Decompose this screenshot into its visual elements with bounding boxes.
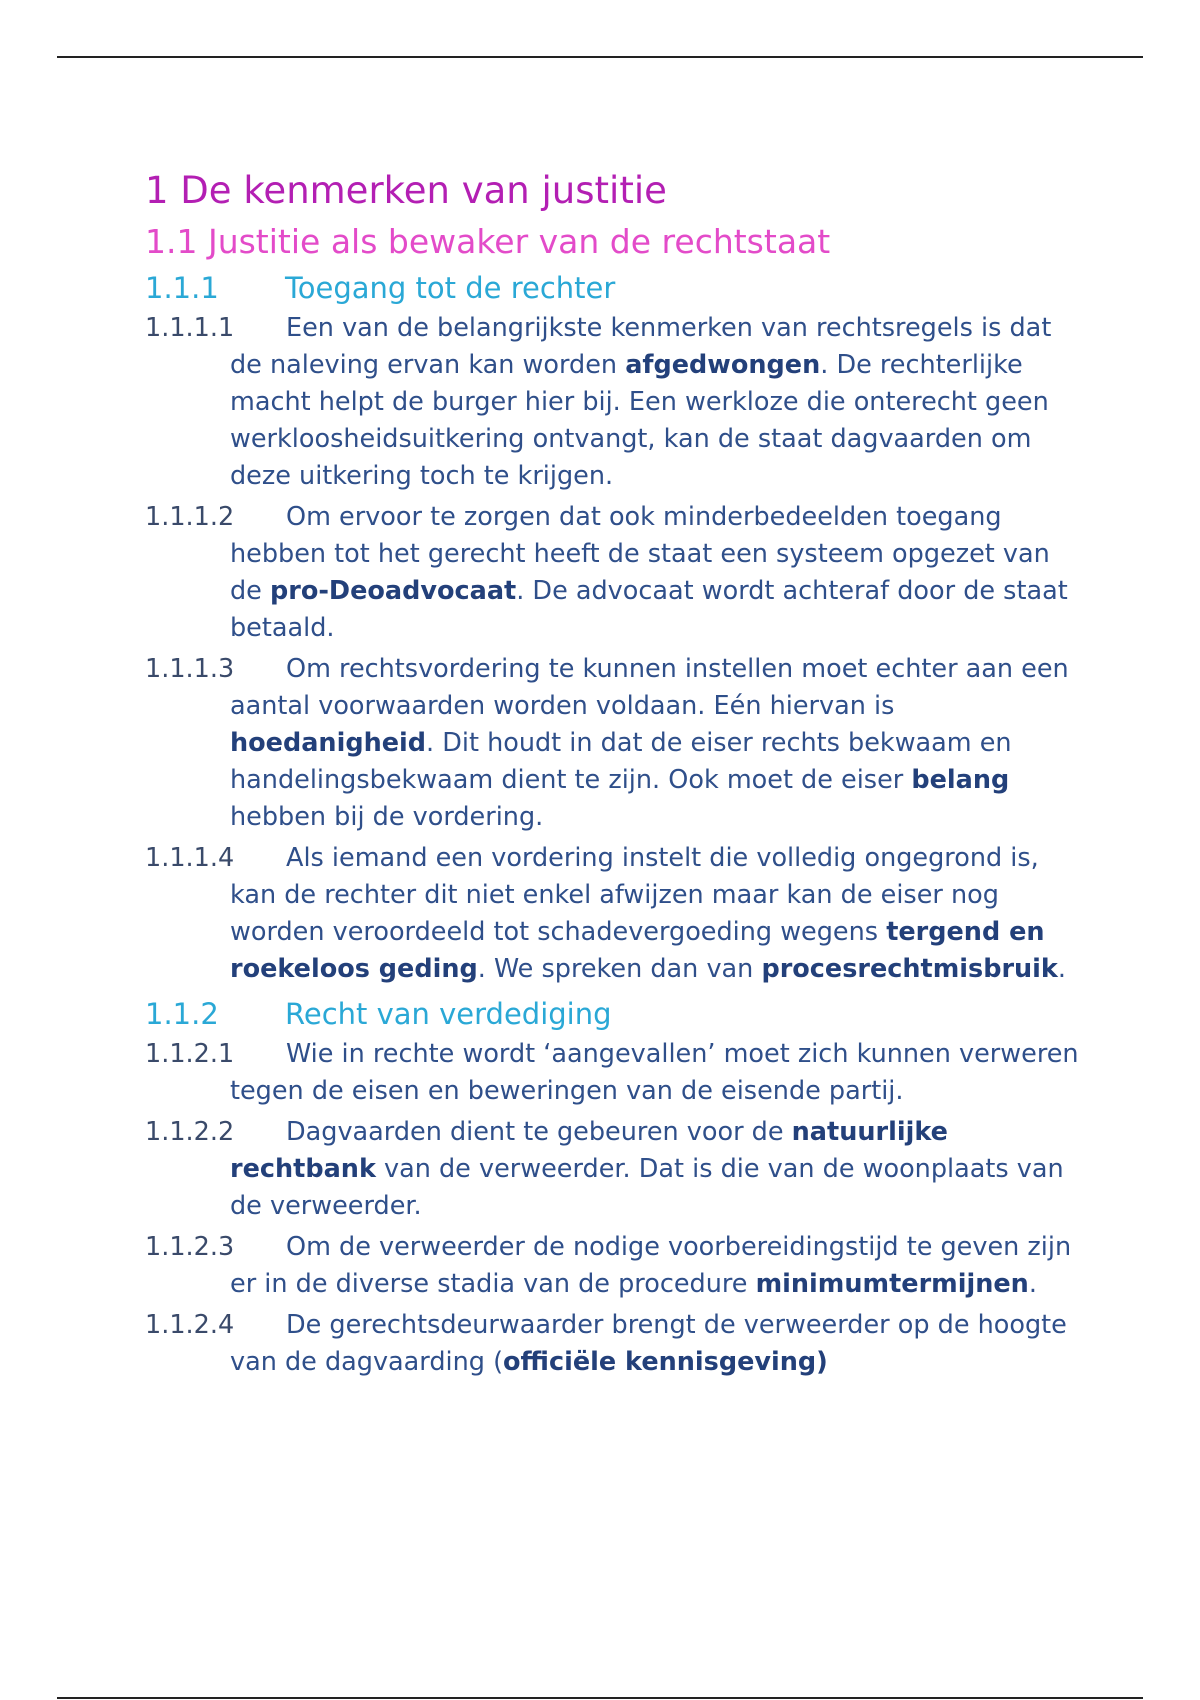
text-run: .: [1028, 1269, 1037, 1299]
bold-term: minimumtermijnen: [755, 1269, 1029, 1299]
text-run: . De rechterlijke macht helpt de burger hier bij. Een werkloze die onterecht geen werkloosheidsuitkering ontvangt, kan de staat dagvaarden om deze uitkering toch te krijgen.: [230, 350, 1049, 491]
text-run: Dagvaarden dient te gebeuren voor de: [286, 1117, 792, 1147]
numbered-paragraph: [145, 1307, 1085, 1381]
numbered-paragraph: [145, 651, 1085, 836]
bold-term: tergend en roekeloos geding: [230, 917, 1045, 984]
paragraph-number: 1.1.1.4: [145, 843, 235, 873]
paragraph-text: [230, 1117, 1064, 1221]
bold-term: hoedanigheid: [230, 728, 427, 758]
paragraph-number: 1.1.2.1: [145, 1039, 235, 1069]
bold-term: officiële kennisgeving): [503, 1347, 828, 1377]
sections-container: [145, 266, 1085, 1381]
text-run: Als iemand een vordering instelt die volledig ongegrond is, kan de rechter dit niet enkel afwijzen maar kan de eiser nog worden veroordeeld tot schadevergoeding wegens: [230, 843, 1039, 947]
paragraph-number: 1.1.1.1: [145, 313, 235, 343]
text-run: Een van de belangrijkste kenmerken van rechtsregels is dat de naleving ervan kan worden: [230, 313, 1052, 380]
paragraph-text: [230, 654, 1069, 832]
paragraph-text: [230, 843, 1066, 984]
bottom-rule: [57, 1697, 1143, 1699]
bold-term: pro-Deoadvocaat: [269, 576, 517, 606]
text-run: . De advocaat wordt achteraf door de staat betaald.: [230, 576, 1068, 643]
numbered-paragraph: [145, 1036, 1085, 1110]
paragraph-number: 1.1.1.2: [145, 502, 235, 532]
bold-term: procesrechtmisbruik: [761, 954, 1058, 984]
heading-3-number: 1.1.1: [145, 271, 219, 305]
text-run: . We spreken dan van: [477, 954, 762, 984]
heading-3: [145, 266, 1085, 310]
numbered-paragraph: [145, 1114, 1085, 1225]
text-run: van de verweerder. Dat is die van de woonplaats van de verweerder.: [230, 1154, 1064, 1221]
text-run: hebben bij de vordering.: [230, 802, 544, 832]
numbered-paragraph: [145, 499, 1085, 647]
paragraph-number: 1.1.2.4: [145, 1310, 235, 1340]
numbered-paragraph: [145, 1229, 1085, 1303]
numbered-paragraph: [145, 840, 1085, 988]
text-run: Om de verweerder de nodige voorbereidingstijd te geven zijn er in de diverse stadia van de procedure: [230, 1232, 1072, 1299]
text-run: Wie in rechte wordt ‘aangevallen’ moet zich kunnen verweren tegen de eisen en beweringen van de eisende partij.: [230, 1039, 1079, 1106]
paragraph-number: 1.1.2.3: [145, 1232, 235, 1262]
heading-3-title: Toegang tot de rechter: [285, 271, 616, 305]
top-rule: [57, 56, 1143, 58]
paragraph-text: [230, 502, 1068, 643]
document-body: [145, 166, 1085, 1385]
paragraph-text: [230, 1039, 1079, 1106]
text-run: .: [1057, 954, 1066, 984]
numbered-paragraph: [145, 310, 1085, 495]
bold-term: afgedwongen: [625, 350, 821, 380]
text-run: Om rechtsvordering te kunnen instellen moet echter aan een aantal voorwaarden worden voldaan. Eén hiervan is: [230, 654, 1069, 721]
paragraph-number: 1.1.2.2: [145, 1117, 235, 1147]
heading-3-number: 1.1.2: [145, 997, 219, 1031]
heading-3: [145, 992, 1085, 1036]
paragraph-text: [230, 1310, 1067, 1377]
text-run: De gerechtsdeurwaarder brengt de verweerder op de hoogte van de dagvaarding (: [230, 1310, 1067, 1377]
heading-2: 1.1 Justitie als bewaker van de rechtstaat: [145, 222, 831, 261]
heading-3-title: Recht van verdediging: [285, 997, 612, 1031]
paragraph-text: [230, 1232, 1071, 1299]
bold-term: belang: [911, 765, 1010, 795]
text-run: . Dit houdt in dat de eiser rechts bekwaam en handelingsbekwaam dient te zijn. Ook moet de eiser: [230, 728, 1012, 795]
bold-term: natuurlijke rechtbank: [230, 1117, 948, 1184]
paragraph-text: [230, 313, 1051, 491]
paragraph-number: 1.1.1.3: [145, 654, 235, 684]
heading-1: 1 De kenmerken van justitie: [145, 169, 667, 212]
text-run: Om ervoor te zorgen dat ook minderbedeelden toegang hebben tot het gerecht heeft de staat een systeem opgezet van de: [230, 502, 1050, 606]
